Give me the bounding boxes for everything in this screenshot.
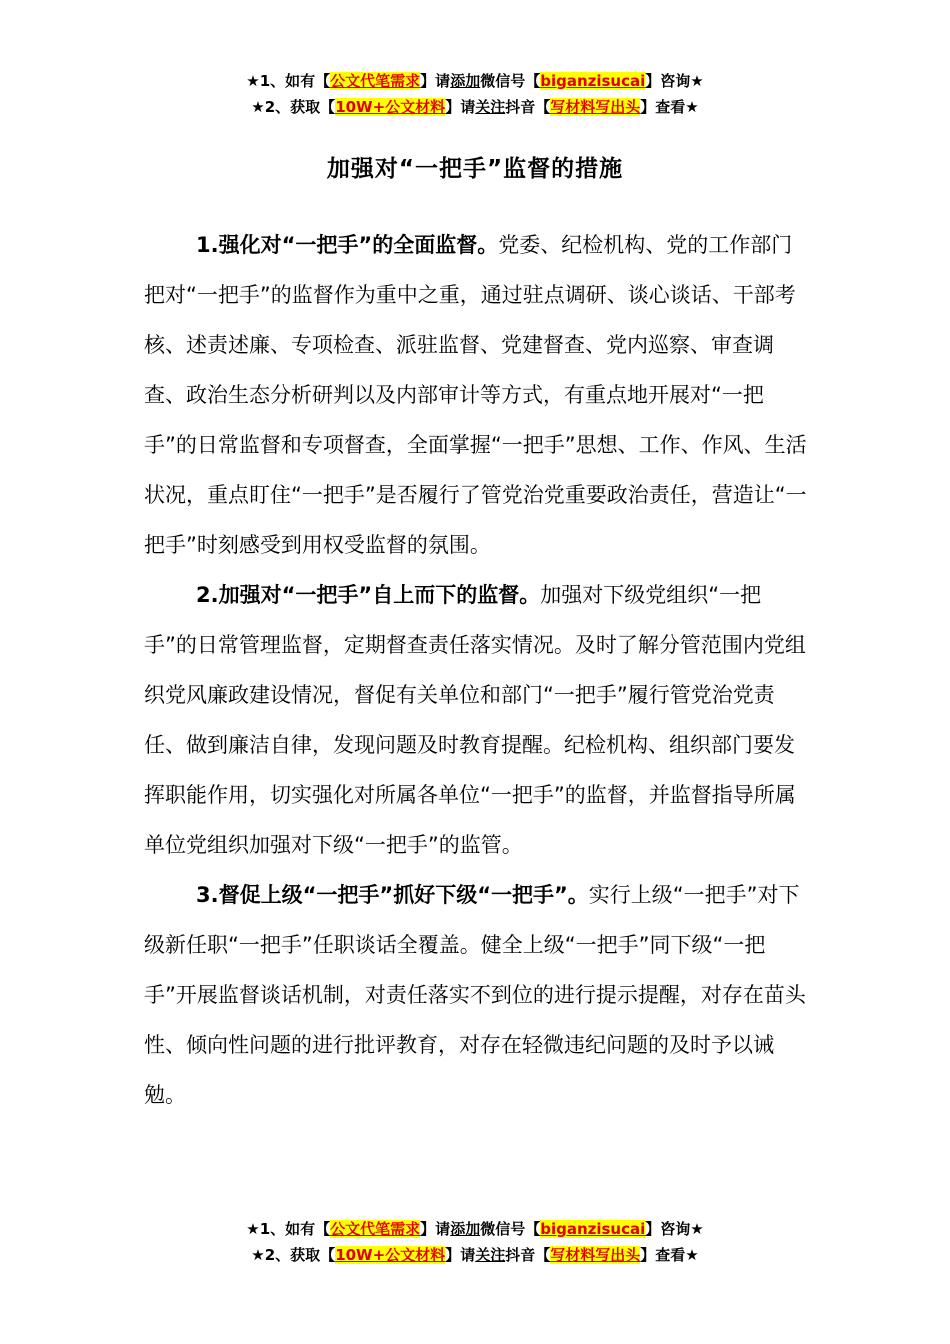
paragraph-lead: 2.加强对“一把手”自上而下的监督。 xyxy=(196,583,541,607)
paragraph-text: 党委、纪检机构、党的工作部门把对“一把手”的监督作为重中之重，通过驻点调研、谈心谈话、干部考核、述责述廉、专项检查、派驻监督、党建督查、党内巡察、审查调查、政治生态分析研判以及内部审计等方式，有重点地开展对“一把手”的日常监督和专项督查，全面掌握“一把手”思想、工作、作风、生活状况，重点盯住“一把手”是否履行了管党治党重要政治责任，营造让“一把手”时刻感受到用权受监督的氛围。 xyxy=(144,233,807,557)
promo-highlight: biganzisucai xyxy=(540,72,646,90)
promo-line-1 xyxy=(0,68,950,94)
promo-text: ★1、如有【 xyxy=(246,1220,331,1238)
paragraph-lead: 1.强化对“一把手”的全面监督。 xyxy=(196,233,499,257)
promo-text: 】查看★ xyxy=(640,1246,699,1264)
promo-text: 】查看★ xyxy=(640,98,699,116)
promo-banner-bottom xyxy=(0,1216,950,1268)
promo-text: 】咨询★ xyxy=(645,72,704,90)
promo-text: 微信号【 xyxy=(480,1220,541,1238)
promo-text: 】请 xyxy=(445,1246,476,1264)
promo-emphasis: 关注 xyxy=(475,1246,506,1264)
promo-text: ★2、获取【 xyxy=(251,98,336,116)
document-body xyxy=(144,220,810,1120)
paragraph-lead: 3.督促上级“一把手”抓好下级“一把手”。 xyxy=(196,883,589,907)
promo-text: 抖音【 xyxy=(505,98,551,116)
promo-emphasis: 添加 xyxy=(450,1220,481,1238)
promo-emphasis: 添加 xyxy=(450,72,481,90)
promo-text: 】请 xyxy=(420,72,451,90)
promo-highlight: 写材料写出头 xyxy=(550,98,641,116)
promo-text: 】咨询★ xyxy=(645,1220,704,1238)
promo-text: ★1、如有【 xyxy=(246,72,331,90)
promo-line-1 xyxy=(0,1216,950,1242)
promo-text: 】请 xyxy=(420,1220,451,1238)
promo-highlight: 10W+公文材料 xyxy=(335,98,446,116)
promo-text: ★2、获取【 xyxy=(251,1246,336,1264)
promo-text: 微信号【 xyxy=(480,72,541,90)
promo-highlight: 公文代笔需求 xyxy=(330,72,421,90)
paragraph-3 xyxy=(144,870,810,1120)
promo-highlight: 写材料写出头 xyxy=(550,1246,641,1264)
promo-line-2 xyxy=(0,1242,950,1268)
promo-highlight: biganzisucai xyxy=(540,1220,646,1238)
paragraph-1 xyxy=(144,220,810,570)
promo-line-2 xyxy=(0,94,950,120)
paragraph-text: 实行上级“一把手”对下级新任职“一把手”任职谈话全覆盖。健全上级“一把手”同下级“一把手”开展监督谈话机制，对责任落实不到位的进行提示提醒，对存在苗头性、倾向性问题的进行批评教育，对存在轻微违纪问题的及时予以诫勉。 xyxy=(144,883,806,1107)
promo-highlight: 公文代笔需求 xyxy=(330,1220,421,1238)
promo-text: 抖音【 xyxy=(505,1246,551,1264)
paragraph-text: 加强对下级党组织“一把手”的日常管理监督，定期督查责任落实情况。及时了解分管范围内党组织党风廉政建设情况，督促有关单位和部门“一把手”履行管党治党责任、做到廉洁自律，发现问题及时教育提醒。纪检机构、组织部门要发挥职能作用，切实强化对所属各单位“一把手”的监督，并监督指导所属单位党组织加强对下级“一把手”的监管。 xyxy=(144,583,806,857)
promo-text: 】请 xyxy=(445,98,476,116)
promo-emphasis: 关注 xyxy=(475,98,506,116)
promo-banner-top xyxy=(0,68,950,120)
paragraph-2 xyxy=(144,570,810,870)
document-title: 加强对“一把手”监督的措施 xyxy=(326,156,624,182)
promo-highlight: 10W+公文材料 xyxy=(335,1246,446,1264)
